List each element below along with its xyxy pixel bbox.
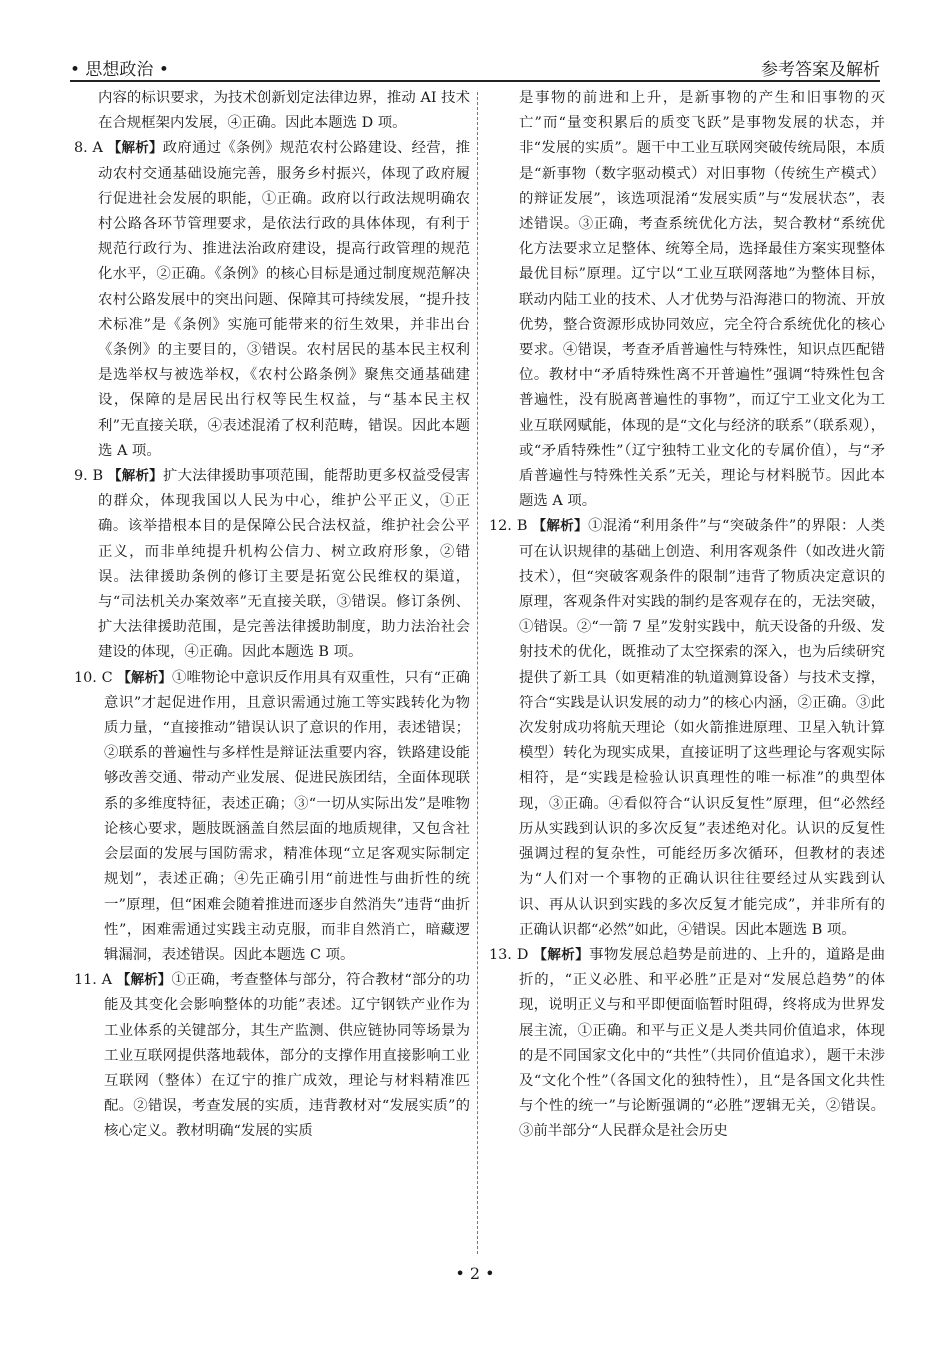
right-column bbox=[489, 86, 885, 1266]
answer-11 bbox=[74, 968, 470, 1144]
analysis-label: 【解析】 bbox=[532, 518, 589, 535]
analysis-label: 【解析】 bbox=[107, 140, 163, 157]
analysis-label: 【解析】 bbox=[117, 669, 172, 686]
answer-12 bbox=[489, 514, 885, 942]
answer-8-number: 8. A bbox=[74, 140, 103, 157]
answer-12-number: 12. B bbox=[489, 518, 528, 535]
header-title: 参考答案及解析 bbox=[761, 59, 880, 80]
subject-label: • 思想政治 • bbox=[70, 59, 169, 80]
page-number: • 2 • bbox=[455, 1264, 495, 1283]
answer-9 bbox=[74, 464, 470, 666]
analysis-label: 【解析】 bbox=[107, 468, 163, 485]
answer-9-text: 扩大法律援助事项范围，能帮助更多权益受侵害的群众，体现我国以人民为中心，维护公平正义，①正确。该举措根本目的是保障公民合法权益，维护社会公平正义，而非单纯提升机构公信力、树立政府形象，②错误。法律援助条例的修订主要是拓宽公民维权的渠道，与“司法机关办案效率”无直接关联，③错误。修订条例、扩大法律援助范围，是完善法律援助制度，助力法治社会建设的体现，④正确。因此本题选 B 项。 bbox=[98, 468, 470, 661]
answer-13-number: 13. D bbox=[489, 946, 529, 963]
answer-11-text: ①正确，考查整体与部分，符合教材“部分的功能及其变化会影响整体的功能”表述。辽宁钢铁产业作为工业体系的关键部分，其生产监测、供应链协同等场景为工业互联网提供落地载体，部分的支撑作用直接影响工业互联网（整体）在辽宁的推广成效，理论与材料精准匹配。②错误，考查发展的实质，违背教材对“发展实质”的核心定义。教材明确“发展的实质 bbox=[104, 972, 470, 1140]
page-header bbox=[70, 52, 880, 82]
column-divider bbox=[477, 92, 478, 1254]
header-rule bbox=[70, 80, 880, 82]
answer-12-text: ①混淆“利用条件”与“突破条件”的界限：人类可在认识规律的基础上创造、利用客观条件（如改进火箭技术），但“突破客观条件的限制”违背了物质决定意识的原理，客观条件对实践的制约是客观存在的，无法突破，①错误。②“一箭 7 星”发射实践中，航天设备的升级、发射技术的优化，既推动了太空探索的深入，也为后续研究提供了新工具（如更精准的轨道测算设备）与技术支撑，符合“实践是认识发展的动力”的核心内涵，②正确。③此次发射成功将航天理论（如火箭推进原理、卫星入轨计算模型）转化为现实成果，直接证明了这些理论与客观实际相符，是“实践是检验认识真理性的唯一标准”的典型体现，③正确。④看似符合“认识反复性”原理，但“必然经历从实践到认识的多次反复”表述绝对化。认识的反复性强调过程的复杂性，可能经历多次循环，但教材的表述为“人们对一个事物的正确认识往往要经过从实践到认识、再从认识到实践的多次反复才能完成”，并非所有的正确认识都“必然”如此，④错误。因此本题选 B 项。 bbox=[519, 518, 885, 938]
answer-10-number: 10. C bbox=[74, 669, 113, 686]
q7-tail: 内容的标识要求，为技术创新划定法律边界，推动 AI 技术在合规框架内发展，④正确。因此本题选 D 项。 bbox=[98, 90, 470, 132]
answer-8 bbox=[74, 136, 470, 464]
analysis-label: 【解析】 bbox=[116, 972, 172, 989]
q11-tail: 是事物的前进和上升，是新事物的产生和旧事物的灭亡”而“量变积累后的质变飞跃”是事物发展的状态，并非“发展的实质”。题干中工业互联网突破传统局限，本质是“新事物（数字驱动模式）对旧事物（传统生产模式）的辩证发展”，该选项混淆“发展实质”与“发展状态”，表述错误。③正确，考查系统优化方法，契合教材“系统优化方法要求立足整体、统筹全局，选择最佳方案实现整体最优目标”原理。辽宁以“工业互联网落地”为整体目标，联动内陆工业的技术、人才优势与沿海港口的物流、开放优势，整合资源形成协同效应，完全符合系统优化的核心要求。④错误，考查矛盾普遍性与特殊性，知识点匹配错位。教材中“矛盾特殊性离不开普遍性”强调“特殊性包含普遍性，没有脱离普遍性的事物”，而辽宁工业文化为工业互联网赋能，体现的是“文化与经济的联系”（联系观），或“矛盾特殊性”（辽宁独特工业文化的专属价值），与“矛盾普遍性与特殊性关系”无关，理论与材料脱节。因此本题选 A 项。 bbox=[519, 90, 885, 510]
answer-9-number: 9. B bbox=[74, 468, 104, 485]
answer-10-text: ①唯物论中意识反作用具有双重性，只有“正确意识”才起促进作用，且意识需通过施工等实践转化为物质力量，“直接推动”错误认识了意识的作用，表述错误；②联系的普遍性与多样性是辩证法重要内容，铁路建设能够改善交通、带动产业发展、促进民族团结，全面体现联系的多维度特征，表述正确；③“一切从实际出发”是唯物论核心要求，题肢既涵盖自然层面的地质规律，又包含社会层面的发展与国防需求，精准体现“立足客观实际制定规划”，表述正确；④先正确引用“前进性与曲折性的统一”原理，但“困难会随着推进而逐步自然消失”违背“曲折性”，困难需通过实践主动克服，而非自然消亡，暗藏逻辑漏洞，表述错误。因此本题选 C 项。 bbox=[104, 669, 470, 963]
analysis-label: 【解析】 bbox=[533, 946, 590, 963]
answer-10 bbox=[74, 666, 470, 968]
answer-8-text: 政府通过《条例》规范农村公路建设、经营，推动农村交通基础设施完善，服务乡村振兴，体现了政府履行促进社会发展的职能，①正确。政府以行政法规明确农村公路各环节管理要求，是依法行政的具体体现，有利于规范行政行为、推进法治政府建设，提高行政管理的规范化水平，②正确。《条例》的核心目标是通过制度规范解决农村公路发展中的突出问题、保障其可持续发展，“提升技术标准”是《条例》实施可能带来的衍生效果，并非出台《条例》的主要目的，③错误。农村居民的基本民主权利是选举权与被选举权，《农村公路条例》聚焦交通基础建设，保障的是居民出行权等民生权益，与“基本民主权利”无直接关联，④表述混淆了权利范畴，错误。因此本题选 A 项。 bbox=[98, 140, 470, 459]
answer-13 bbox=[489, 943, 885, 1145]
left-column bbox=[74, 86, 470, 1266]
answer-11-number: 11. A bbox=[74, 972, 113, 989]
answer-13-text: 事物发展总趋势是前进的、上升的，道路是曲折的，“正义必胜、和平必胜”正是对“发展总趋势”的体现，说明正义与和平即便面临暂时阻碍，终将成为世界发展主流，①正确。和平与正义是人类共同价值追求，体现的是不同国家文化中的“共性”（共同价值追求），题干未涉及“文化个性”（各国文化的独特性），且“是各国文化共性与个性的统一”与论断强调的“必胜”逻辑无关，②错误。③前半部分“人民群众是社会历史 bbox=[519, 946, 885, 1140]
